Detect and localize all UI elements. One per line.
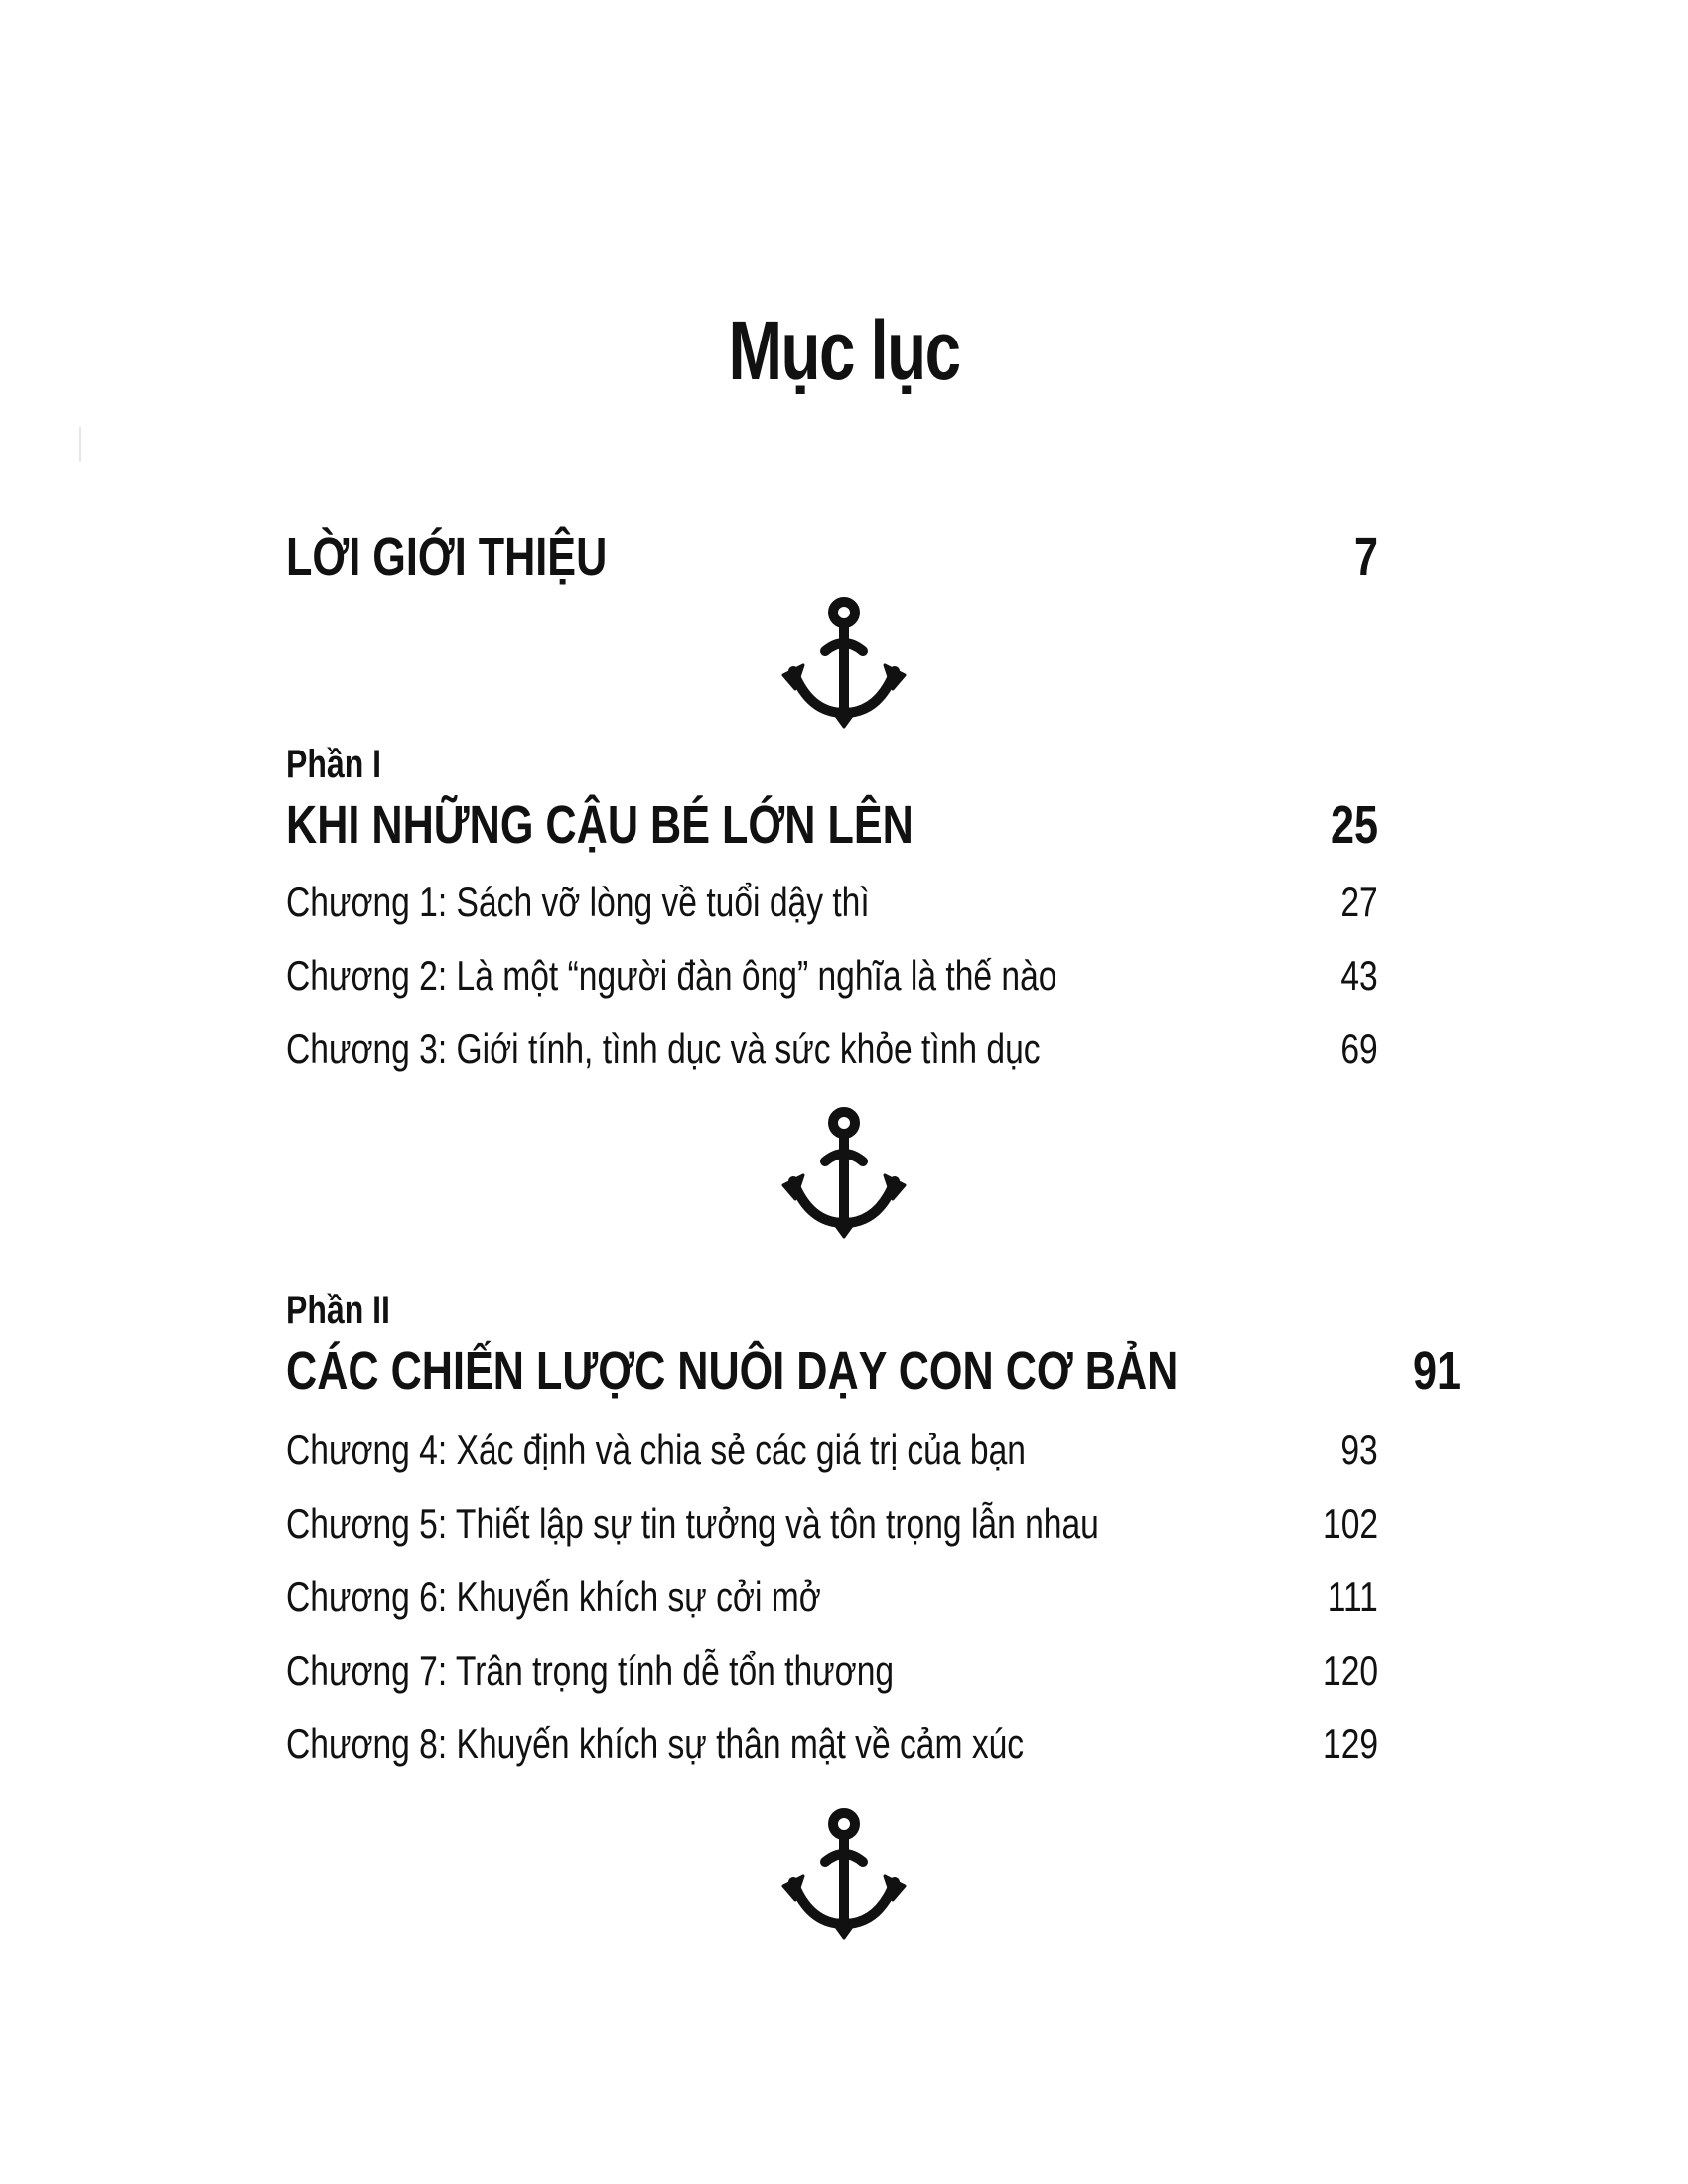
toc-page-number: 120 (1322, 1647, 1378, 1694)
page-title: Mục lục (728, 304, 960, 397)
toc-entry-chapter-3[interactable] (286, 1025, 1378, 1073)
page-edge-mark (79, 427, 81, 462)
toc-page-number: 7 (1353, 527, 1378, 587)
toc-entry-label: Chương 2: Là một “người đàn ông” nghĩa là thế nào (286, 952, 1057, 999)
toc-entry-chapter-6[interactable] (286, 1573, 1378, 1621)
toc-entry-chapter-4[interactable] (286, 1427, 1378, 1474)
toc-entry-label: Chương 1: Sách vỡ lòng về tuổi dậy thì (286, 879, 870, 925)
toc-entry-label: Chương 7: Trân trọng tính dễ tổn thương (286, 1647, 895, 1694)
toc-page-number: 111 (1327, 1573, 1378, 1620)
toc-page-number: 27 (1340, 879, 1378, 925)
toc-page-number: 91 (1412, 1341, 1462, 1401)
anchor-icon (779, 1106, 909, 1240)
toc-entry-chapter-2[interactable] (286, 952, 1378, 1000)
part-label: Phần II (286, 1289, 390, 1332)
anchor-icon (779, 1807, 909, 1941)
toc-page-number: 43 (1340, 952, 1378, 999)
toc-entry-label: Chương 5: Thiết lập sự tin tưởng và tôn trọng lẫn nhau (286, 1500, 1099, 1547)
toc-entry-chapter-7[interactable] (286, 1647, 1378, 1695)
toc-page-number: 69 (1340, 1025, 1378, 1072)
toc-entry-chapter-8[interactable] (286, 1720, 1378, 1768)
toc-page-number: 93 (1340, 1427, 1378, 1473)
toc-entry-intro[interactable] (286, 526, 1378, 588)
toc-page-number: 102 (1322, 1500, 1378, 1547)
toc-entry-label: Chương 3: Giới tính, tình dục và sức khỏe tình dục (286, 1025, 1041, 1072)
toc-entry-chapter-1[interactable] (286, 879, 1378, 926)
toc-entry-label: CÁC CHIẾN LƯỢC NUÔI DẠY CON CƠ BẢN (286, 1341, 1179, 1401)
anchor-icon (779, 596, 909, 730)
toc-entry-label: KHI NHỮNG CẬU BÉ LỚN LÊN (286, 795, 914, 855)
toc-entry-label: Chương 6: Khuyến khích sự cởi mở (286, 1573, 821, 1620)
part-label: Phần I (286, 743, 382, 786)
toc-entry-label: Chương 4: Xác định và chia sẻ các giá trị của bạn (286, 1427, 1026, 1473)
toc-page-number: 25 (1330, 795, 1378, 855)
toc-entry-label: Chương 8: Khuyến khích sự thân mật về cảm xúc (286, 1720, 1025, 1767)
toc-entry-label: LỜI GIỚI THIỆU (286, 527, 608, 587)
toc-entry-part-1[interactable] (286, 794, 1378, 856)
toc-entry-part-2[interactable] (286, 1340, 1462, 1402)
toc-page-number: 129 (1322, 1720, 1378, 1767)
toc-entry-chapter-5[interactable] (286, 1500, 1378, 1548)
